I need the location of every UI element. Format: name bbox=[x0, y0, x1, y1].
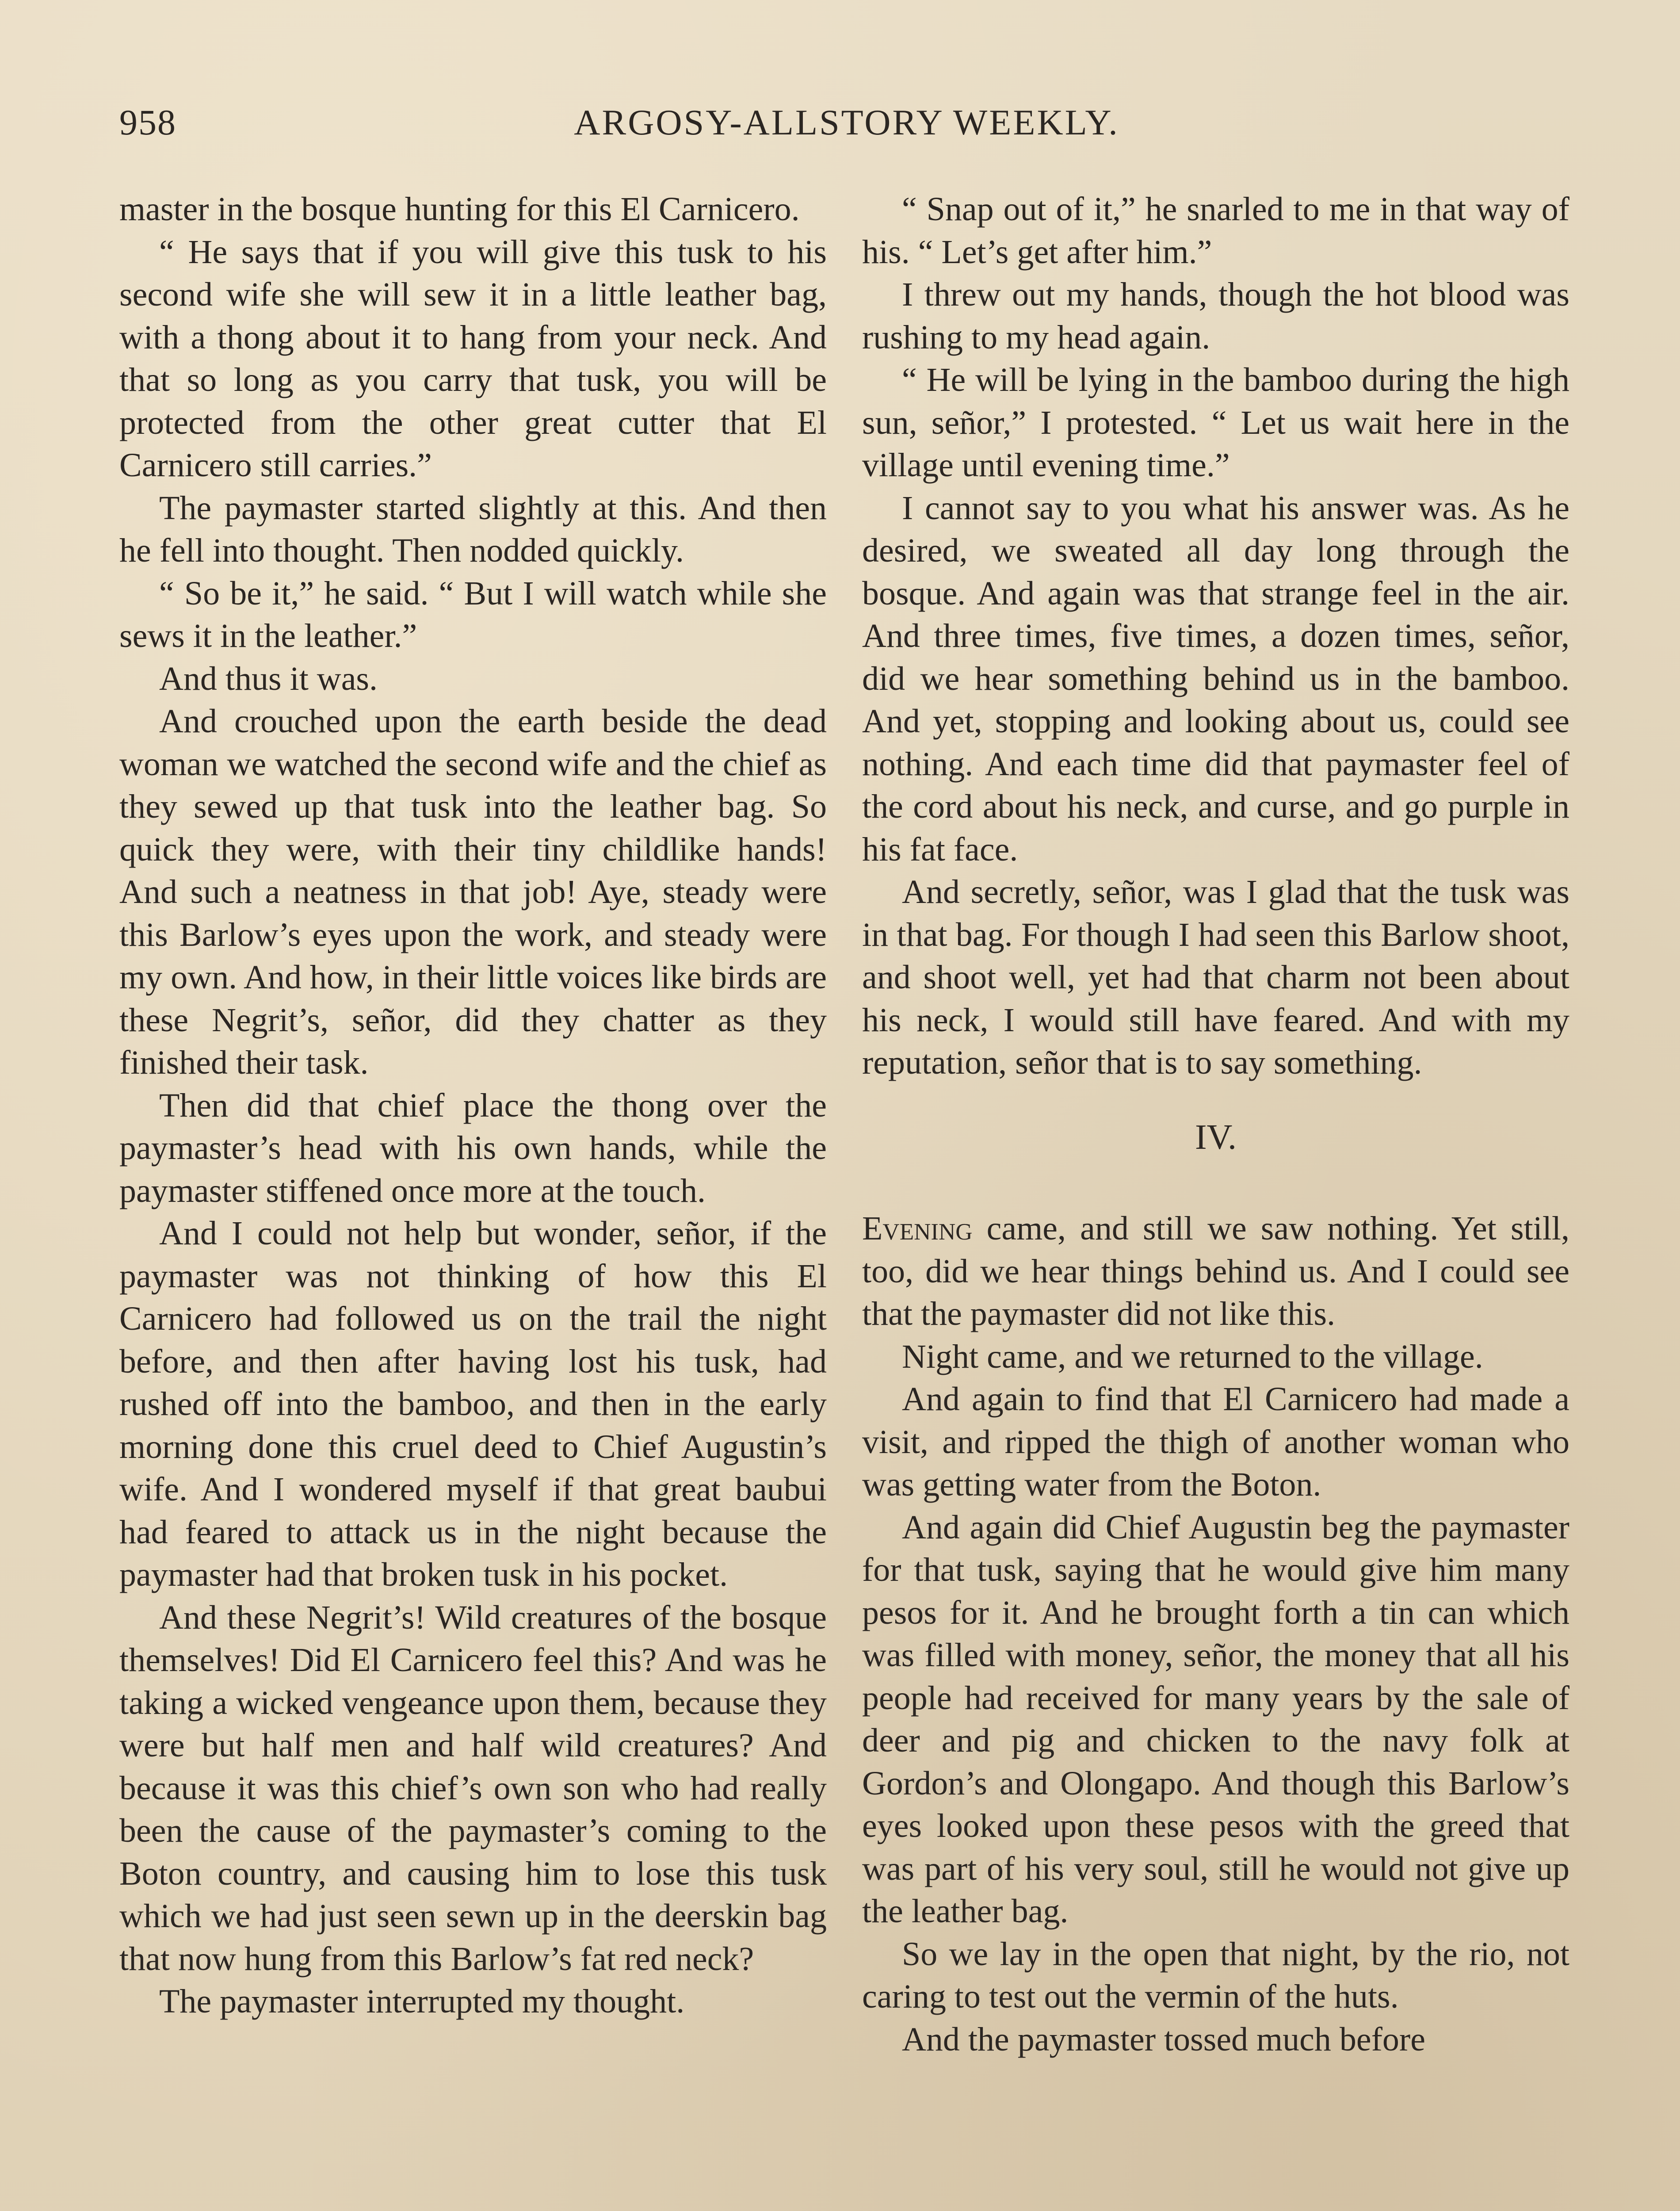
paragraph: The paymaster started slightly at this. And then he fell into thought. Then nodded quickly. bbox=[119, 489, 827, 569]
paragraph: And I could not help but wonder, señor, if the paymaster was not thinking of how this El Carnicero had followed us on the trail the night before, and then after having lost his tusk, had rushed off into the bamboo, and then in the early morning done this cruel deed to Chief Augustin’s wife. And I wondered myself if that great baubui had feared to attack us in the night because the paymaster had that broken tusk in his pocket. bbox=[119, 1215, 827, 1593]
paragraph: Night came, and we returned to the village. bbox=[902, 1338, 1483, 1375]
paragraph: And these Negrit’s! Wild creatures of the bosque themselves! Did El Carnicero feel this? And was he taking a wicked vengeance upon them, because they were but half men and half wild creatures? And because it was this chief’s own son who had really been the cause of the paymaster’s coming to the Boton country, and causing him to lose this tusk which we had just seen sewn up in the deerskin bag that now hung from this Barlow’s fat red neck? bbox=[119, 1599, 827, 1978]
page-number: 958 bbox=[119, 102, 176, 142]
paragraph: And again did Chief Augustin beg the paymaster for that tusk, saying that he would give him many pesos for it. And he brought forth a tin can which was filled with money, señor, the money that all his people had received for many years by the sale of deer and pig and chicken to the navy folk at Gordon’s and Olongapo. And though this Barlow’s eyes looked upon these pesos with the greed that was part of his very soul, still he would not give up the leather bag. bbox=[862, 1508, 1569, 1930]
paragraph: And secretly, señor, was I glad that the tusk was in that bag. For though I had seen this Barlow shoot, and shoot well, yet had that charm not been about his neck, I would still have feared. And with my reputation, señor that is to say something. bbox=[862, 873, 1569, 1081]
paragraph: And again to find that El Carnicero had made a visit, and ripped the thigh of another woman who was getting water from the Boton. bbox=[862, 1381, 1569, 1503]
paragraph: “ He will be lying in the bamboo during the high sun, señor,” I protested. “ Let us wait here in the village until evening time.” bbox=[862, 361, 1569, 484]
paragraph: And thus it was. bbox=[159, 660, 378, 697]
paragraph: And crouched upon the earth beside the dead woman we watched the second wife and the chief as they sewed up that tusk into the leather bag. So quick they were, with their tiny childlike hands! And such a neatness in that job! Aye, steady were this Barlow’s eyes upon the work, and steady were my own. And how, in their little voices like birds are these Negrit’s, señor, did they chatter as they finished their task. bbox=[119, 703, 827, 1081]
running-head: ARGOSY-ALLSTORY WEEKLY. bbox=[574, 102, 1119, 142]
paragraph: And the paymaster tossed much before bbox=[902, 2020, 1425, 2058]
right-column bbox=[862, 188, 1569, 2061]
left-column bbox=[119, 188, 827, 2023]
section-heading: IV. bbox=[1195, 1117, 1237, 1157]
page-header bbox=[119, 102, 1574, 150]
opening-text: came, and still we saw nothing. Yet still, too, did we hear things behind us. And I could see that the paymaster did not like this. bbox=[862, 1210, 1569, 1332]
paragraph: Then did that chief place the thong over the paymaster’s head with his own hands, while the paymaster stiffened once more at the touch. bbox=[119, 1086, 827, 1209]
opening-word: Evening bbox=[862, 1210, 973, 1247]
paragraph: “ Snap out of it,” he snarled to me in that way of his. “ Let’s get after him.” bbox=[862, 191, 1569, 271]
paragraph: “ So be it,” he said. “ But I will watch while she sews it in the leather.” bbox=[119, 574, 827, 654]
section-opening-paragraph bbox=[862, 1207, 1569, 1335]
paragraph: “ He says that if you will give this tusk to his second wife she will sew it in a little leather bag, with a thong about it to hang from your neck. And that so long as you carry that tusk, you will be protected from the other great cutter that El Carnicero still carries.” bbox=[119, 233, 827, 484]
paragraph: I threw out my hands, though the hot blood was rushing to my head again. bbox=[862, 276, 1569, 356]
paragraph: So we lay in the open that night, by the rio, not caring to test out the vermin of the huts. bbox=[862, 1935, 1569, 2015]
paragraph: master in the bosque hunting for this El Carnicero. bbox=[119, 191, 800, 228]
paragraph: I cannot say to you what his answer was. As he desired, we sweated all day long through the bosque. And again was that strange feel in the air. And three times, five times, a dozen times, señor, did we hear something behind us in the bamboo. And yet, stopping and looking about us, could see nothing. And each time did that paymaster feel of the cord about his neck, and curse, and go purple in his fat face. bbox=[862, 489, 1569, 868]
paragraph: The paymaster interrupted my thought. bbox=[159, 1983, 685, 2020]
